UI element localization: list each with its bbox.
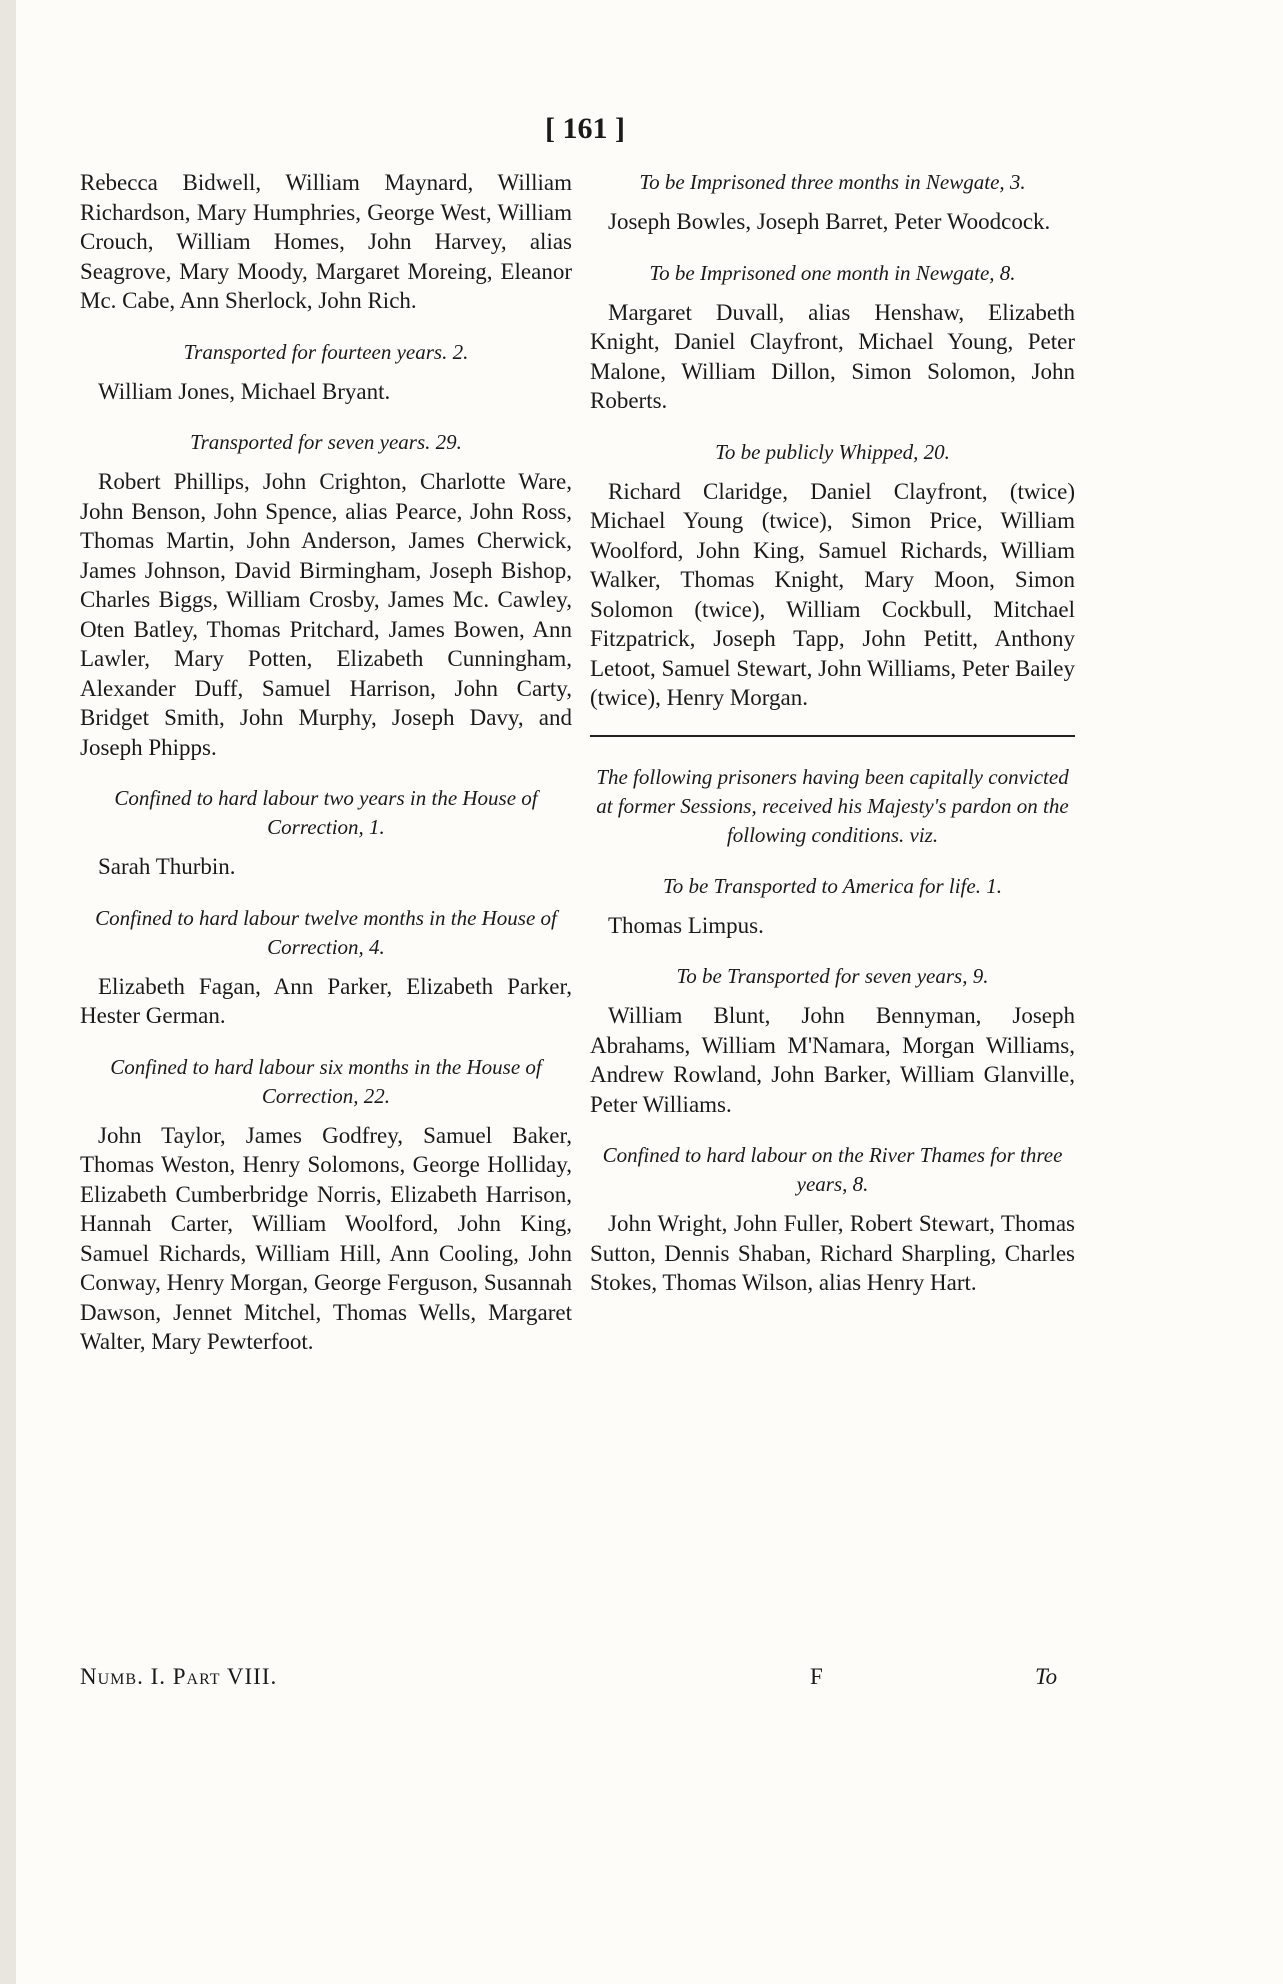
page-spine-shadow [0, 0, 16, 1984]
page-number: [ 161 ] [545, 112, 625, 145]
sentence-heading: Transported for seven years. 29. [190, 430, 462, 454]
names-list: Sarah Thurbin. [98, 854, 236, 879]
sentence-entry [590, 438, 1075, 713]
section-divider [590, 735, 1075, 737]
pardon-intro [590, 763, 1075, 850]
sentence-heading: To be Imprisoned one month in Newgate, 8. [649, 260, 1016, 285]
signature-mark: F [810, 1664, 823, 1689]
sentence-heading: To be Imprisoned three months in Newgate, 3. [639, 170, 1026, 194]
names-list: Elizabeth Fagan, Ann Parker, Elizabeth Parker, Hester German. [80, 973, 572, 1028]
catchword: To [1035, 1664, 1058, 1689]
sentence-entry [80, 784, 572, 882]
right-column [590, 168, 1075, 1320]
sentence-heading: Confined to hard labour two years in the House of Correction, 1. [114, 786, 538, 839]
names-list: Margaret Duvall, alias Henshaw, Elizabeth Knight, Daniel Clayfront, Michael Young, Peter Malone, William Dillon, Simon Solomon, John Roberts. [590, 299, 1075, 413]
names-list: William Blunt, John Bennyman, Joseph Abrahams, William M'Namara, Morgan Williams, Andrew Rowland, John Barker, William Glanville, Peter Williams. [590, 1003, 1075, 1117]
names-list: John Wright, John Fuller, Robert Stewart, Thomas Sutton, Dennis Shaban, Richard Sharpling, Charles Stokes, Thomas Wilson, alias Henry Hart. [590, 1211, 1075, 1295]
sentence-entry [590, 168, 1075, 237]
sentence-entry [590, 259, 1075, 416]
names-list: Rebecca Bidwell, William Maynard, William Richardson, Mary Humphries, George West, William Crouch, William Homes, John Harvey, alias Seagrove, Mary Moody, Margaret Moreing, Eleanor Mc. Cabe, Ann Sherlock, John Rich. [80, 170, 572, 313]
names-list: Richard Claridge, Daniel Clayfront, (twice) Michael Young (twice), Simon Price, William Woolford, John King, Samuel Richards, William Walker, Thomas Knight, Mary Moon, Simon Solomon (twice), William Cockbull, Mitchael Fitzpatrick, Joseph Tapp, John Petitt, Anthony Letoot, Samuel Stewart, John Williams, Peter Bailey (twice), Henry Morgan. [590, 478, 1075, 710]
names-list: Robert Phillips, John Crighton, Charlotte Ware, John Benson, John Spence, alias Pearce, John Ross, Thomas Martin, John Anderson, James Cherwick, James Johnson, David Birmingham, Joseph Bishop, Charles Biggs, William Crosby, James Mc. Cawley, Oten Batley, Thomas Pritchard, James Bowen, Ann Lawler, Mary Potten, Elizabeth Cunningham, Alexander Duff, Samuel Harrison, John Carty, Bridget Smith, John Murphy, Joseph Davy, and Joseph Phipps. [80, 469, 572, 760]
left-column [80, 168, 572, 1379]
sentence-entry [590, 1141, 1075, 1298]
names-list: Thomas Limpus. [608, 912, 764, 938]
sentence-entry [590, 872, 1075, 941]
sentence-entry [80, 1053, 572, 1357]
sentence-heading: Confined to hard labour on the River Thames for three years, 8. [602, 1143, 1063, 1196]
page-footer [80, 1664, 1080, 1704]
names-list: Joseph Bowles, Joseph Barret, Peter Woodcock. [608, 209, 1051, 234]
signature-line: Numb. I. Part VIII. [80, 1664, 278, 1689]
sentence-entry [80, 338, 572, 407]
sentence-entry [80, 428, 572, 762]
sentence-entry [80, 168, 572, 316]
sentence-heading: To be Transported for seven years, 9. [676, 964, 989, 988]
sentence-heading: To be Transported to America for life. 1. [663, 873, 1002, 898]
sentence-heading: Confined to hard labour twelve months in the House of Correction, 4. [95, 905, 557, 959]
sentence-entry [590, 962, 1075, 1119]
sentence-heading: To be publicly Whipped, 20. [715, 439, 950, 464]
sentence-heading: Transported for fourteen years. 2. [183, 339, 469, 364]
names-list: William Jones, Michael Bryant. [98, 378, 391, 404]
sentence-heading: Confined to hard labour six months in the House of Correction, 22. [110, 1054, 542, 1108]
names-list: John Taylor, James Godfrey, Samuel Baker, Thomas Weston, Henry Solomons, George Holliday, Elizabeth Cumberbridge Norris, Elizabeth Harrison, Hannah Carter, William Woolford, John King, Samuel Richards, William Hill, Ann Cooling, John Conway, Henry Morgan, George Ferguson, Susannah Dawson, Jennet Mitchel, Thomas Wells, Margaret Walter, Mary Pewterfoot. [80, 1122, 572, 1354]
pardon-heading: The following prisoners having been capitally convicted at former Sessions, received his Majesty's pardon on the following conditions. viz. [596, 764, 1069, 847]
sentence-entry [80, 904, 572, 1031]
